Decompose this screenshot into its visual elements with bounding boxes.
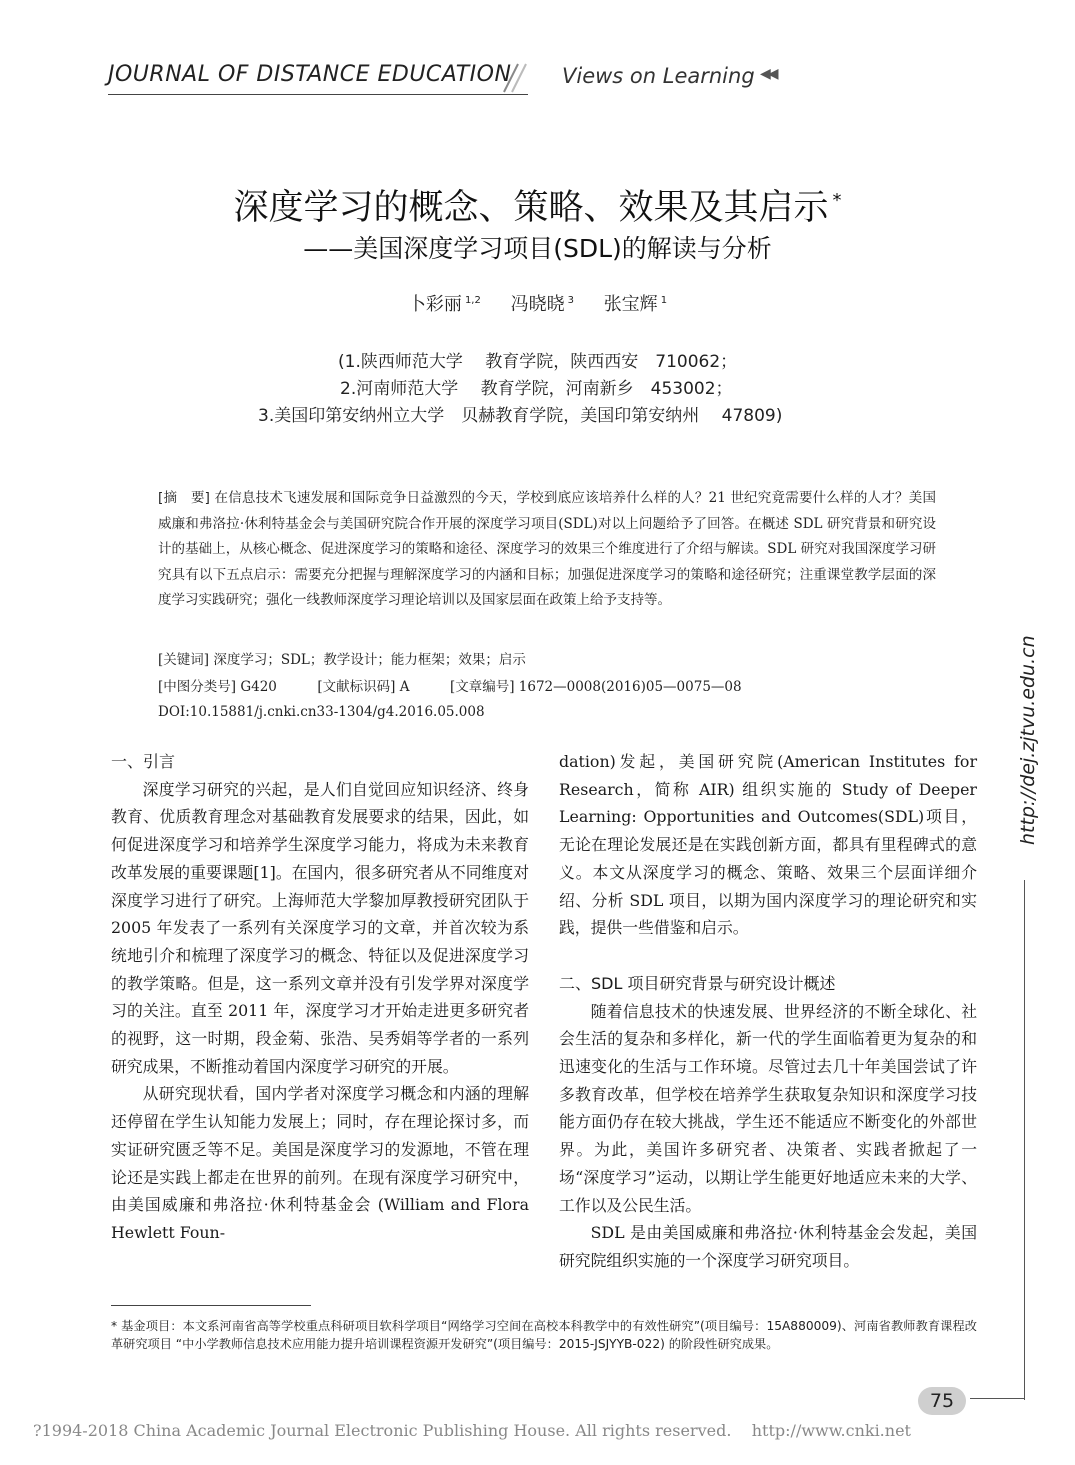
body-paragraph: 从研究现状看，国内学者对深度学习概念和内涵的理解还停留在学生认知能力发展上；同时，存在理论探讨多，而实证研究匮乏等不足。美国是深度学习的发源地，不管在理论还是实践上都走在世界的前列。在现有深度学习研究中，由美国威廉和弗洛拉·休利特基金会 (William and Flora Hewlett Foun- [111, 1084, 529, 1242]
author-list [0, 290, 1075, 316]
abstract-text: 在信息技术飞速发展和国际竞争日益激烈的今天，学校到底应该培养什么样的人？21 世纪究竟需要什么样的人才？美国威廉和弗洛拉·休利特基金会与美国研究院合作开展的深度学习项目(SDL)对以上问题给予了回答。在概述 SDL 研究背景和研究设计的基础上，从核心概念、促进深度学习的策略和途径、深度学习的效果三个维度进行了介绍与解读。SDL 研究对我国深度学习研究具有以下五点启示：需要充分把握与理解深度学习的内涵和目标；加强促进深度学习的策略和途径研究；注重课堂教学层面的深度学习实践研究；强化一线教师深度学习理论培训以及国家层面在政策上给予支持等。 [158, 490, 936, 609]
footnote-rule [111, 1305, 311, 1306]
article-subtitle: ——美国深度学习项目(SDL)的解读与分析 [303, 234, 772, 263]
section-name: Views on Learning [562, 64, 755, 88]
spacer [559, 942, 977, 970]
abstract-label: [摘 要] [158, 490, 210, 506]
header-slash-icon [492, 62, 532, 94]
page-number: 75 [918, 1387, 966, 1415]
author: 冯晓晓 $^3$ [510, 294, 574, 315]
side-url-text: http://dej.zjtvu.edu.cn [1017, 635, 1039, 845]
double-arrow-icon: ◀◀ [760, 66, 776, 82]
body-column-left [111, 748, 529, 1247]
classification-line: [中图分类号] G420 [文献标识码] A [文章编号] 1672—0008(2016)05—0075—08 [158, 679, 742, 695]
body-paragraph: dation)发起，美国研究院(American Institutes for Research，简称 AIR) 组织实施的 Study of Deeper Learning: Opportunities and Outcomes(SDL)项目，无论在理论发展还是在实践创新方面，都具有里程碑式的意义。本文从深度学习的概念、策略、效果三个层面详细介绍、分析 SDL 项目，以期为国内深度学习的理论研究和实践，提供一些借鉴和启示。 [559, 752, 977, 938]
side-url [1012, 630, 1042, 850]
body-paragraph: 深度学习研究的兴起，是人们自觉回应知识经济、终身教育、优质教育理念对基础教育发展要求的结果，因此，如何促进深度学习和培养学生深度学习能力，将成为未来教育改革发展的重要课题[1]。在国内，很多研究者从不同维度对深度学习进行了研究。上海师范大学黎加厚教授研究团队于 2005 年发表了一系列有关深度学习的文章，并首次较为系统地引介和梳理了深度学习的概念、特征以及促进深度学习的教学策略。但是，这一系列文章并没有引发学界对深度学习的关注。直至 2011 年，深度学习才开始走进更多研究者的视野，这一时期，段金菊、张浩、吴秀娟等学者的一系列研究成果，不断推动着国内深度学习研究的开展。 [111, 779, 529, 1076]
footnote: * 基金项目：本文系河南省高等学校重点科研项目软科学项目“网络学习空间在高校本科教学中的有效性研究”(项目编号：15A880009)、河南省教师教育课程改革研究项目 “中小学教师信息技术应用能力提升培训课程资源开发研究”(项目编号：2015-JSJYYB-022) 的阶段性研究成果。 [111, 1319, 977, 1351]
body-column-right [559, 748, 977, 1275]
margin-rule-bottom [970, 1398, 1025, 1399]
margin-rule [1024, 880, 1025, 1400]
affiliation: 2.河南师范大学 教育学院，河南新乡 453002； [340, 379, 733, 399]
body-paragraph: 随着信息技术的快速发展、世界经济的不断全球化、社会生活的复杂和多样化，新一代的学生面临着更为复杂的和迅速变化的生活与工作环境。尽管过去几十年美国尝试了许多教育改革，但学校在培养学生获取复杂知识和深度学习技能方面仍存在较大挑战，学生还不能适应不断变化的外部世界。为此，美国许多研究者、决策者、实践者掀起了一场“深度学习”运动，以期让学生能更好地适应未来的大学、工作以及公民生活。 [559, 1001, 977, 1215]
section-heading: 二、SDL 项目研究背景与研究设计概述 [559, 973, 836, 993]
body-paragraph: SDL 是由美国威廉和弗洛拉·休利特基金会发起，美国研究院组织实施的一个深度学习研究项目。 [559, 1223, 977, 1270]
journal-name: JOURNAL OF DISTANCE EDUCATION [108, 62, 512, 87]
affiliation: 3.美国印第安纳州立大学 贝赫教育学院，美国印第安纳州 47809) [258, 406, 783, 426]
keywords: [关键词] 深度学习；SDL；教学设计；能力框架；效果；启示 [158, 652, 526, 668]
header-rule [108, 94, 528, 95]
title-footnote-mark: * [832, 190, 842, 212]
title-text: 深度学习的概念、策略、效果及其启示 [233, 188, 829, 228]
affiliation: (1.陕西师范大学 教育学院，陕西西安 710062； [338, 352, 738, 372]
copyright-line: ?1994-2018 China Academic Journal Electronic Publishing House. All rights reserved. http://www.cnki.net [33, 1421, 911, 1440]
doi: DOI:10.15881/j.cnki.cn33-1304/g4.2016.05.008 [158, 704, 485, 720]
abstract [158, 486, 936, 614]
author: 张宝辉 $^1$ [603, 294, 668, 315]
section-heading: 一、引言 [111, 752, 176, 771]
article-title [0, 180, 1075, 230]
author: 卜彩丽 $^{1,2}$ [407, 294, 481, 315]
